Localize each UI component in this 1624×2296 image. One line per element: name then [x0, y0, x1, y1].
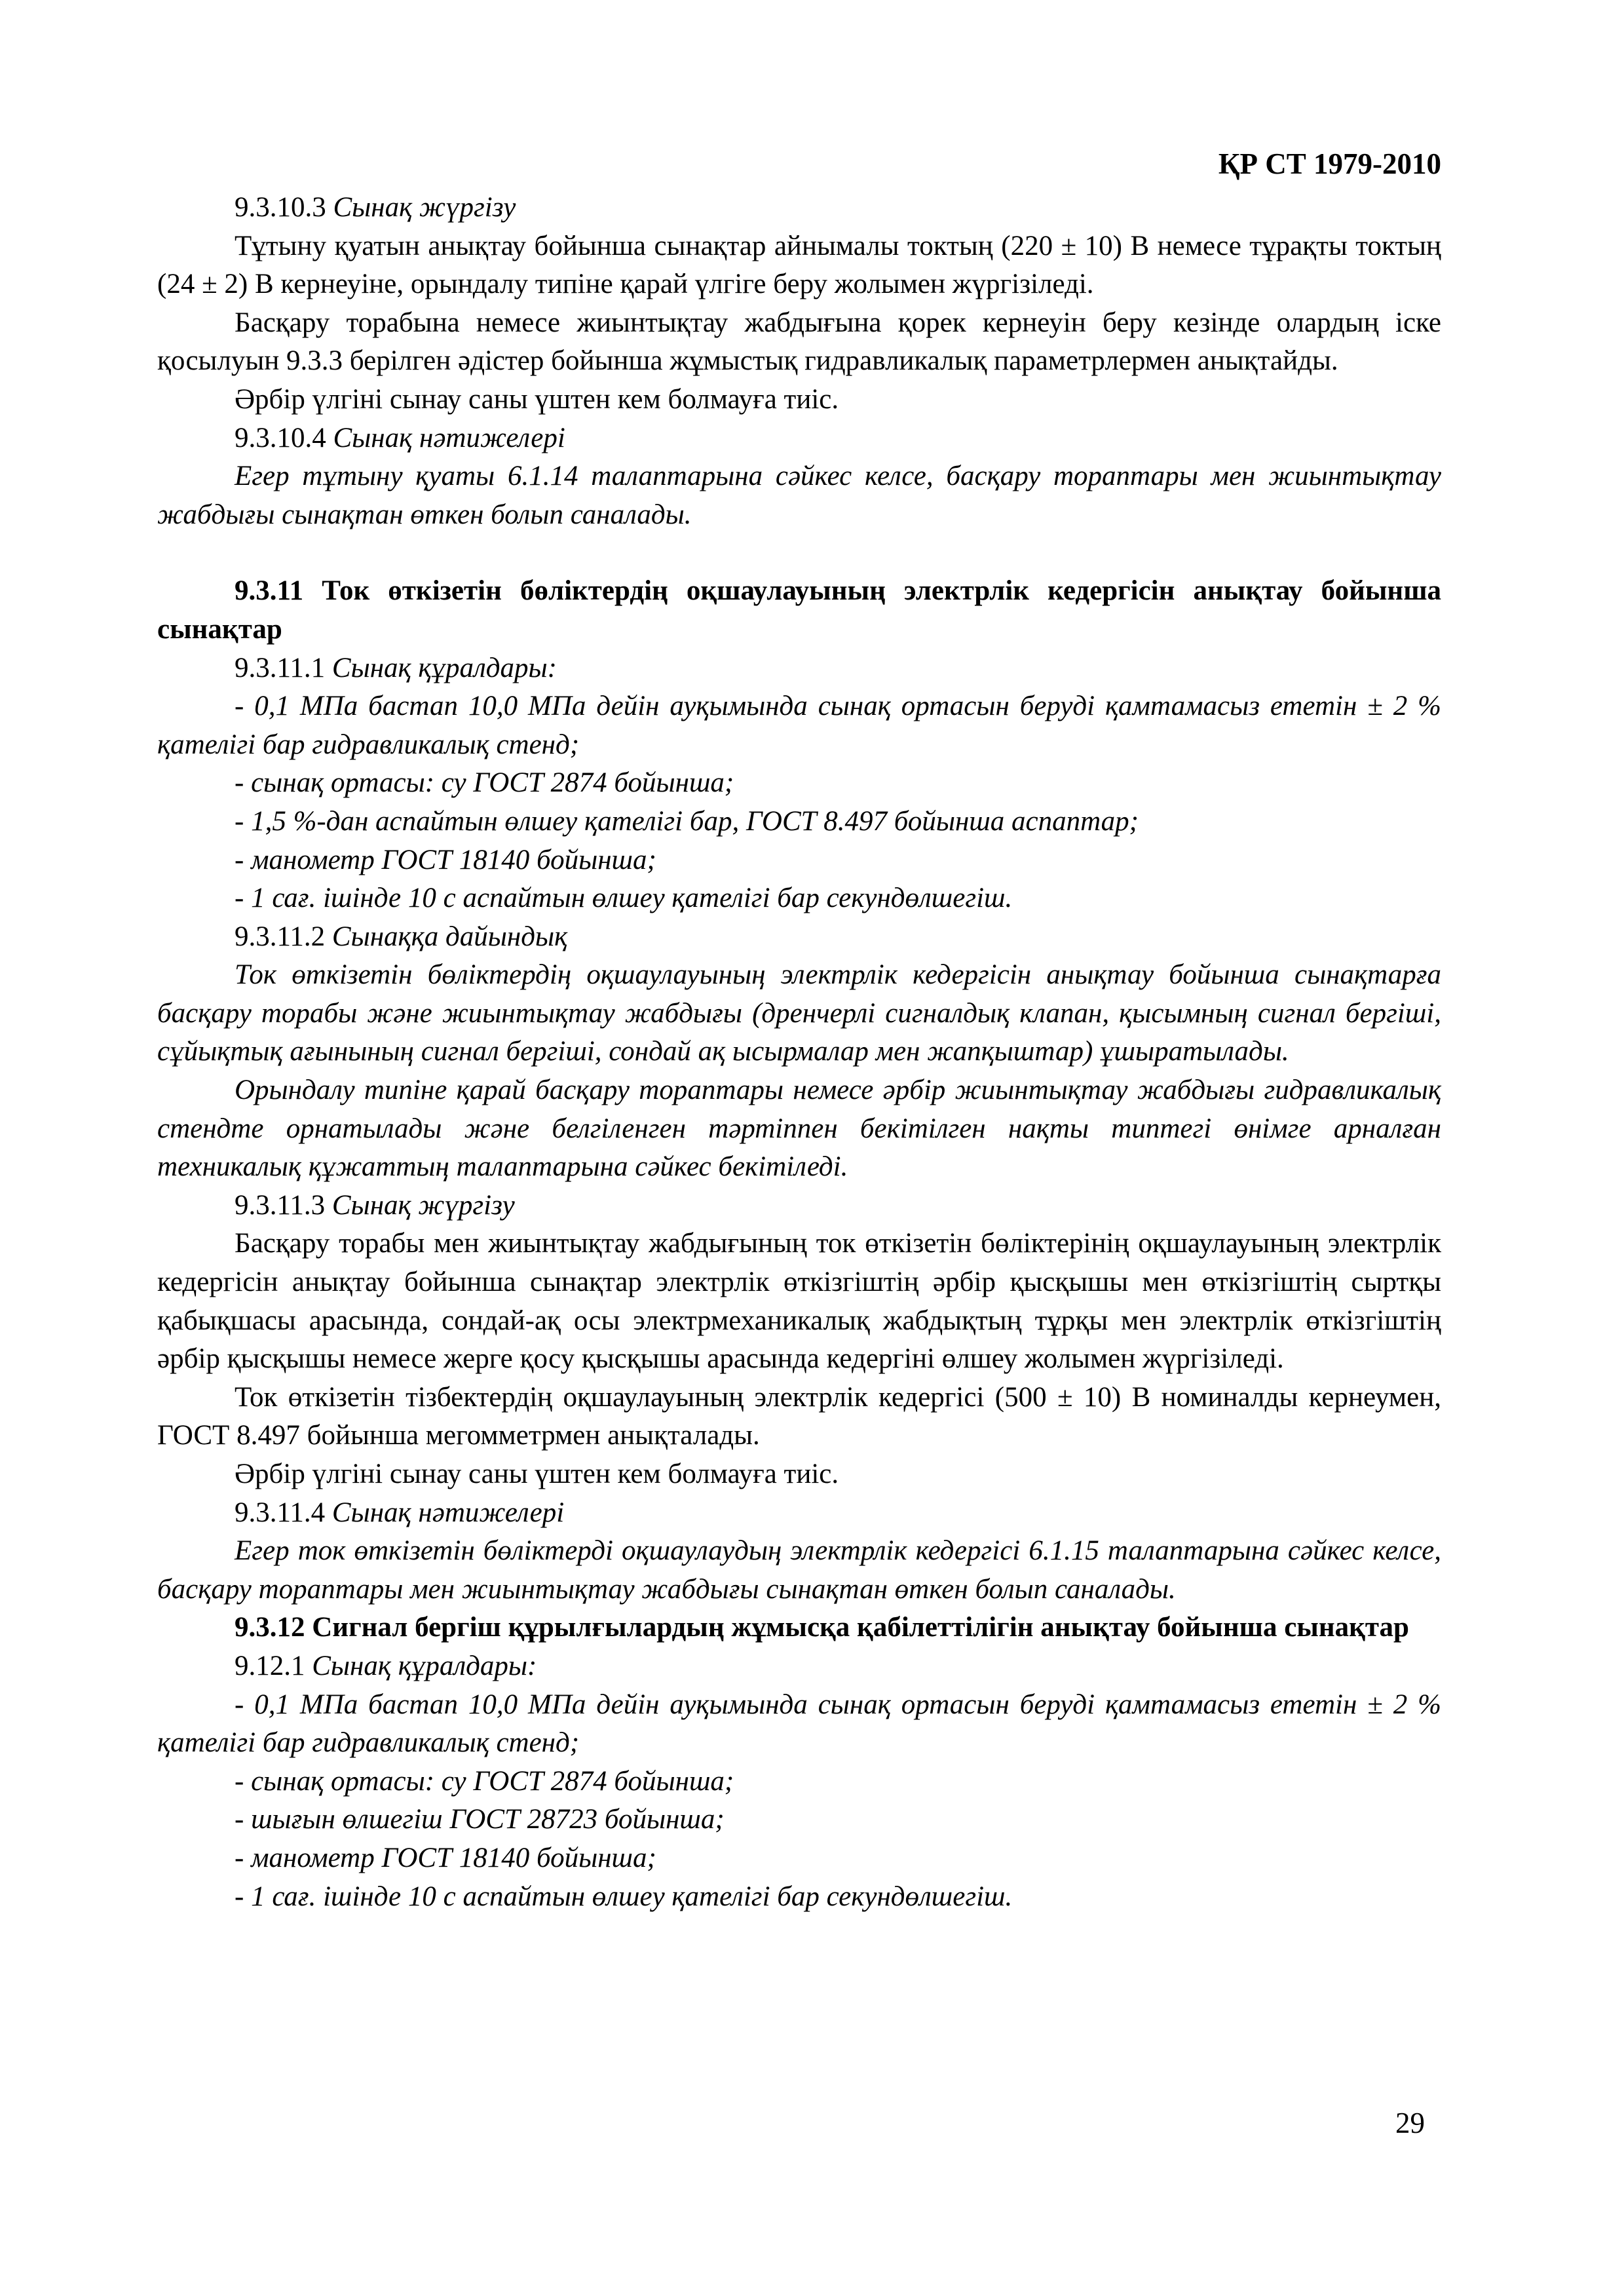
list-item: - 0,1 МПа бастап 10,0 МПа дейін ауқымында сынақ ортасын беруді қамтамасыз ететін ± 2 % қателігі бар гидравликалық стенд;	[157, 691, 1441, 760]
italic-paragraph: Егер тұтыну қуаты 6.1.14 талаптарына сәйкес келсе, басқару тораптары мен жиынтықтау жабдығы сынақтан өткен болып саналады.	[157, 461, 1441, 530]
list-item: - манометр ГОСТ 18140 бойынша;	[235, 1842, 656, 1873]
italic-paragraph: Ток өткізетін бөліктердің оқшаулауының электрлік кедергісін анықтау бойынша сынақтарға басқару торабы және жиынтықтау жабдығы (дренчерлі сигналдық клапан, қысымның сигнал бергіші, сұйықтық ағынының сигнал бергіші, сондай ақ ысырмалар мен жапқыштар) ұшыратылады.	[157, 959, 1441, 1067]
section-heading: 9.3.11 Ток өткізетін бөліктердің оқшаулауының электрлік кедергісін анықтау бойынша сынақтар	[157, 575, 1441, 645]
list-item: - 0,1 МПа бастап 10,0 МПа дейін ауқымында сынақ ортасын беруді қамтамасыз ететін ± 2 % қателігі бар гидравликалық стенд;	[157, 1689, 1441, 1759]
page-number: 29	[1395, 2107, 1425, 2139]
italic-paragraph: Егер ток өткізетін бөліктерді оқшаулаудың электрлік кедергісі 6.1.15 талаптарына сәйкес келсе, басқару тораптары мен жиынтықтау жабдығы сынақтан өткен болып саналады.	[157, 1535, 1441, 1605]
subsection-heading: 9.3.11.1 Сынақ құралдары:	[235, 652, 557, 683]
body-paragraph: Ток өткізетін тізбектердің оқшаулауының электрлік кедергісі (500 ± 10) В номиналды кернеумен, ГОСТ 8.497 бойынша мегомметрмен анықталады.	[157, 1381, 1441, 1451]
italic-paragraph: Орындалу типіне қарай басқару тораптары немесе әрбір жиынтықтау жабдығы гидравликалық стендте орнатылады және белгіленген тәртіппен бекітілген нақты типтегі өнімге арналған техникалық құжаттың талаптарына сәйкес бекітіледі.	[157, 1075, 1441, 1183]
subsection-heading: 9.3.11.3 Сынақ жүргізу	[235, 1189, 515, 1221]
list-item: - 1 сағ. ішінде 10 с аспайтын өлшеу қателігі бар секундөлшегіш.	[235, 1881, 1013, 1912]
subsection-heading: 9.12.1 Сынақ құралдары:	[235, 1650, 537, 1681]
list-item: - 1 сағ. ішінде 10 с аспайтын өлшеу қателігі бар секундөлшегіш.	[235, 883, 1013, 914]
subsection-heading: 9.3.10.4 Сынақ нәтижелері	[235, 422, 565, 453]
list-item: - 1,5 %-дан аспайтын өлшеу қателігі бар, ГОСТ 8.497 бойынша аспаптар;	[235, 805, 1139, 837]
document-page	[157, 144, 1441, 1916]
body-paragraph: Әрбір үлгіні сынау саны үштен кем болмауға тиіс.	[235, 1459, 839, 1489]
list-item: - сынақ ортасы: су ГОСТ 2874 бойынша;	[235, 767, 734, 799]
body-paragraph: Әрбір үлгіні сынау саны үштен кем болмауға тиіс.	[235, 383, 839, 415]
subsection-heading: 9.3.11.2 Сынаққа дайындық	[235, 921, 568, 952]
subsection-heading: 9.3.11.4 Сынақ нәтижелері	[235, 1497, 565, 1528]
list-item: - манометр ГОСТ 18140 бойынша;	[235, 844, 656, 875]
list-item: - сынақ ортасы: су ГОСТ 2874 бойынша;	[235, 1765, 734, 1797]
body-paragraph: Тұтыну қуатын анықтау бойынша сынақтар айнымалы токтың (220 ± 10) В немесе тұрақты токтың (24 ± 2) В кернеуіне, орындалу типіне қарай үлгіге беру жолымен жүргізіледі.	[157, 230, 1441, 300]
body-paragraph: Басқару торабына немесе жиынтықтау жабдығына қорек кернеуін беру кезінде олардың іске қосылуын 9.3.3 берілген әдістер бойынша жұмыстық гидравликалық параметрлермен анықтайды.	[157, 307, 1441, 377]
list-item: - шығын өлшегіш ГОСТ 28723 бойынша;	[235, 1804, 725, 1835]
body-paragraph: Басқару торабы мен жиынтықтау жабдығының ток өткізетін бөліктерінің оқшаулауының электрлік кедергісін анықтау бойынша сынақтар электрлік өткізгіштің әрбір қысқышы мен өткізгіштің сыртқы қабықшасы арасында, сондай-ақ осы электрмеханикалық жабдықтың тұрқы мен электрлік өткізгіштің әрбір қысқышы немесе жерге қосу қысқышы арасында кедергіні өлшеу жолымен жүргізіледі.	[157, 1228, 1441, 1375]
section-heading: 9.3.12 Сигнал бергіш құрылғылардың жұмысқа қабілеттілігін анықтау бойынша сынақтар	[235, 1612, 1409, 1643]
document-header: ҚР СТ 1979-2010	[1218, 147, 1441, 180]
subsection-heading: 9.3.10.3 Сынақ жүргізу	[235, 192, 516, 223]
